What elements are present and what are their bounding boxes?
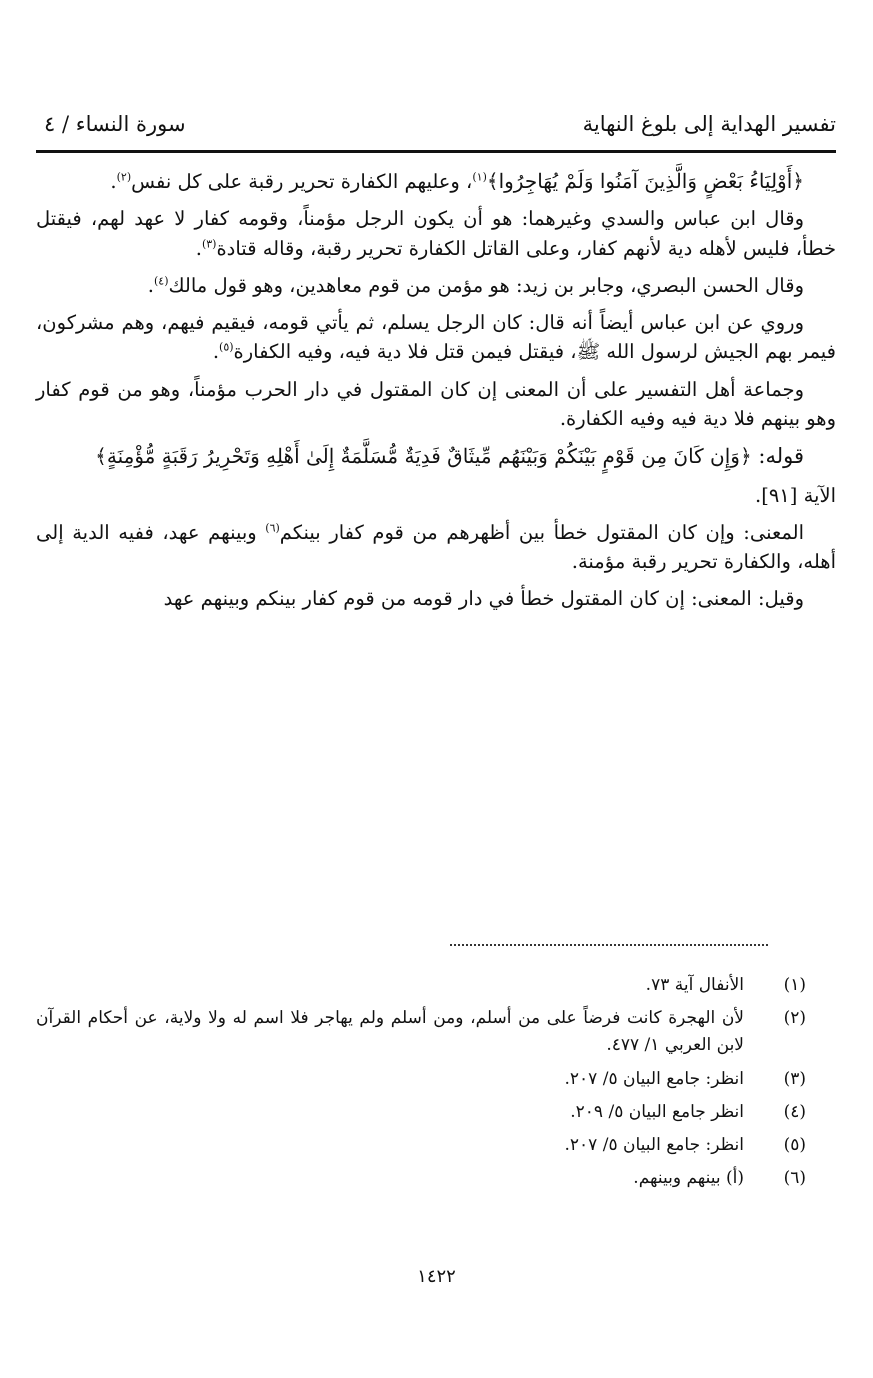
footnote-ref: (٤) [153,274,169,288]
paragraph-text: وقال الحسن البصري، وجابر بن زيد: هو مؤمن من قوم معاهدين، وهو قول مالك [168,273,804,297]
paragraph-end: . [147,273,154,297]
body-text [36,166,836,622]
footnote-item [36,1066,806,1093]
footnote-text: انظر: جامع البيان ٥/ ٢٠٧. [564,1134,744,1155]
verse-label: قوله: [758,444,804,468]
paragraph-4 [36,308,836,367]
footnote-separator [450,944,768,946]
paragraph-6 [36,441,836,473]
footnote-ref: (٣) [201,237,217,250]
paragraph-2 [36,204,836,263]
paragraph-end: . [212,340,220,364]
footnote-item [36,1165,806,1192]
paragraph-5 [36,375,836,434]
footnote-ref: (٦) [265,521,280,535]
footnote-item [36,1099,806,1126]
paragraph-text: وبينهم عهد، ففيه الدية إلى أهله، والكفارة تحرير رقبة مؤمنة. [36,520,836,573]
footnote-text: انظر: جامع البيان ٥/ ٢٠٧. [564,1068,744,1089]
footnote-ref: (٢) [116,170,132,184]
footnote-item [36,972,806,999]
footnote-ref: (٥) [219,340,234,354]
footnote-text: لأن الهجرة كانت فرضاً على من أسلم، ومن أسلم ولم يهاجر فلا اسم له ولا ولاية، عن أحكام القرآن لابن العربي ١/ ٤٧٧. [36,1008,745,1056]
footnote-text: انظر جامع البيان ٥/ ٢٠٩. [570,1101,744,1122]
paragraph-8 [36,584,836,613]
footnote-text: (أ) بينهم وبينهم. [633,1168,744,1189]
paragraph-text: المعنى: وإن كان المقتول خطأ بين أظهرهم من قوم كفار بينكم [279,520,805,544]
header-rule [36,150,836,153]
paragraph-text: وجماعة أهل التفسير على أن المعنى إن كان المقتول في دار الحرب مؤمناً، وهو من قوم كفار وهو بينهم فلا دية فيه وفيه الكفارة. [36,377,836,430]
paragraph-end: . [195,236,202,260]
footnote-number: (٤) [783,1101,806,1122]
paragraph-1 [36,166,836,196]
paragraph-end: . [110,170,117,193]
footnotes [36,972,806,1198]
footnote-number: (٣) [783,1068,806,1089]
page-header [36,108,836,144]
verse-number: الآية [٩١]. [755,483,836,507]
paragraph-text: وروي عن ابن عباس أيضاً أنه قال: كان الرجل يسلم، ثم يأتي قومه، فيقيم فيهم، وهم مشركون، فيمر بهم الجيش لرسول الله ﷺ، فيقتل فيمن قتل فلا دية فيه، وفيه الكفارة [36,311,836,364]
verse-reference [36,481,836,510]
book-title: تفسير الهداية إلى بلوغ النهاية [582,112,836,136]
paragraph-text: ، وعليهم الكفارة تحرير رقبة على كل نفس [131,170,473,193]
paragraph-text: وقال ابن عباس والسدي وغيرهما: هو أن يكون الرجل مؤمناً، وقومه كفار لا عهد لهم، فيقتل خطأ، فليس لأهله دية لأنهم كفار، وعلى القاتل الكفارة تحرير رقبة، وقاله قتادة [36,207,836,260]
page-number: ١٤٢٢ [417,1266,456,1287]
quran-quote: ﴿أَوْلِيَاءُ بَعْضٍ وَالَّذِينَ آمَنُوا وَلَمْ يُهَاجِرُوا﴾ [486,169,804,193]
quran-verse: ﴿وَإِن كَانَ مِن قَوْمٍ بَيْنَكُمْ وَبَيْنَهُم مِّيثَاقٌ فَدِيَةٌ مُّسَلَّمَةٌ إِلَىٰ أَهْلِهِ وَتَحْرِيرُ رَقَبَةٍ مُّؤْمِنَةٍ﴾ [95,444,752,468]
paragraph-7 [36,518,836,577]
paragraph-text: وقيل: المعنى: إن كان المقتول خطأ في دار قومه من قوم كفار بينكم وبينهم عهد [163,587,804,611]
footnote-item [36,1005,806,1059]
footnote-number: (١) [783,975,806,995]
footnote-number: (٦) [783,1168,806,1189]
footnote-ref: (١) [472,170,487,184]
paragraph-3 [36,271,836,300]
footnote-number: (٢) [783,1008,806,1029]
footnote-number: (٥) [783,1134,806,1155]
surah-label: سورة النساء / ٤ [44,112,186,136]
footnote-text: الأنفال آية ٧٣. [645,975,744,995]
footnote-item [36,1132,806,1159]
